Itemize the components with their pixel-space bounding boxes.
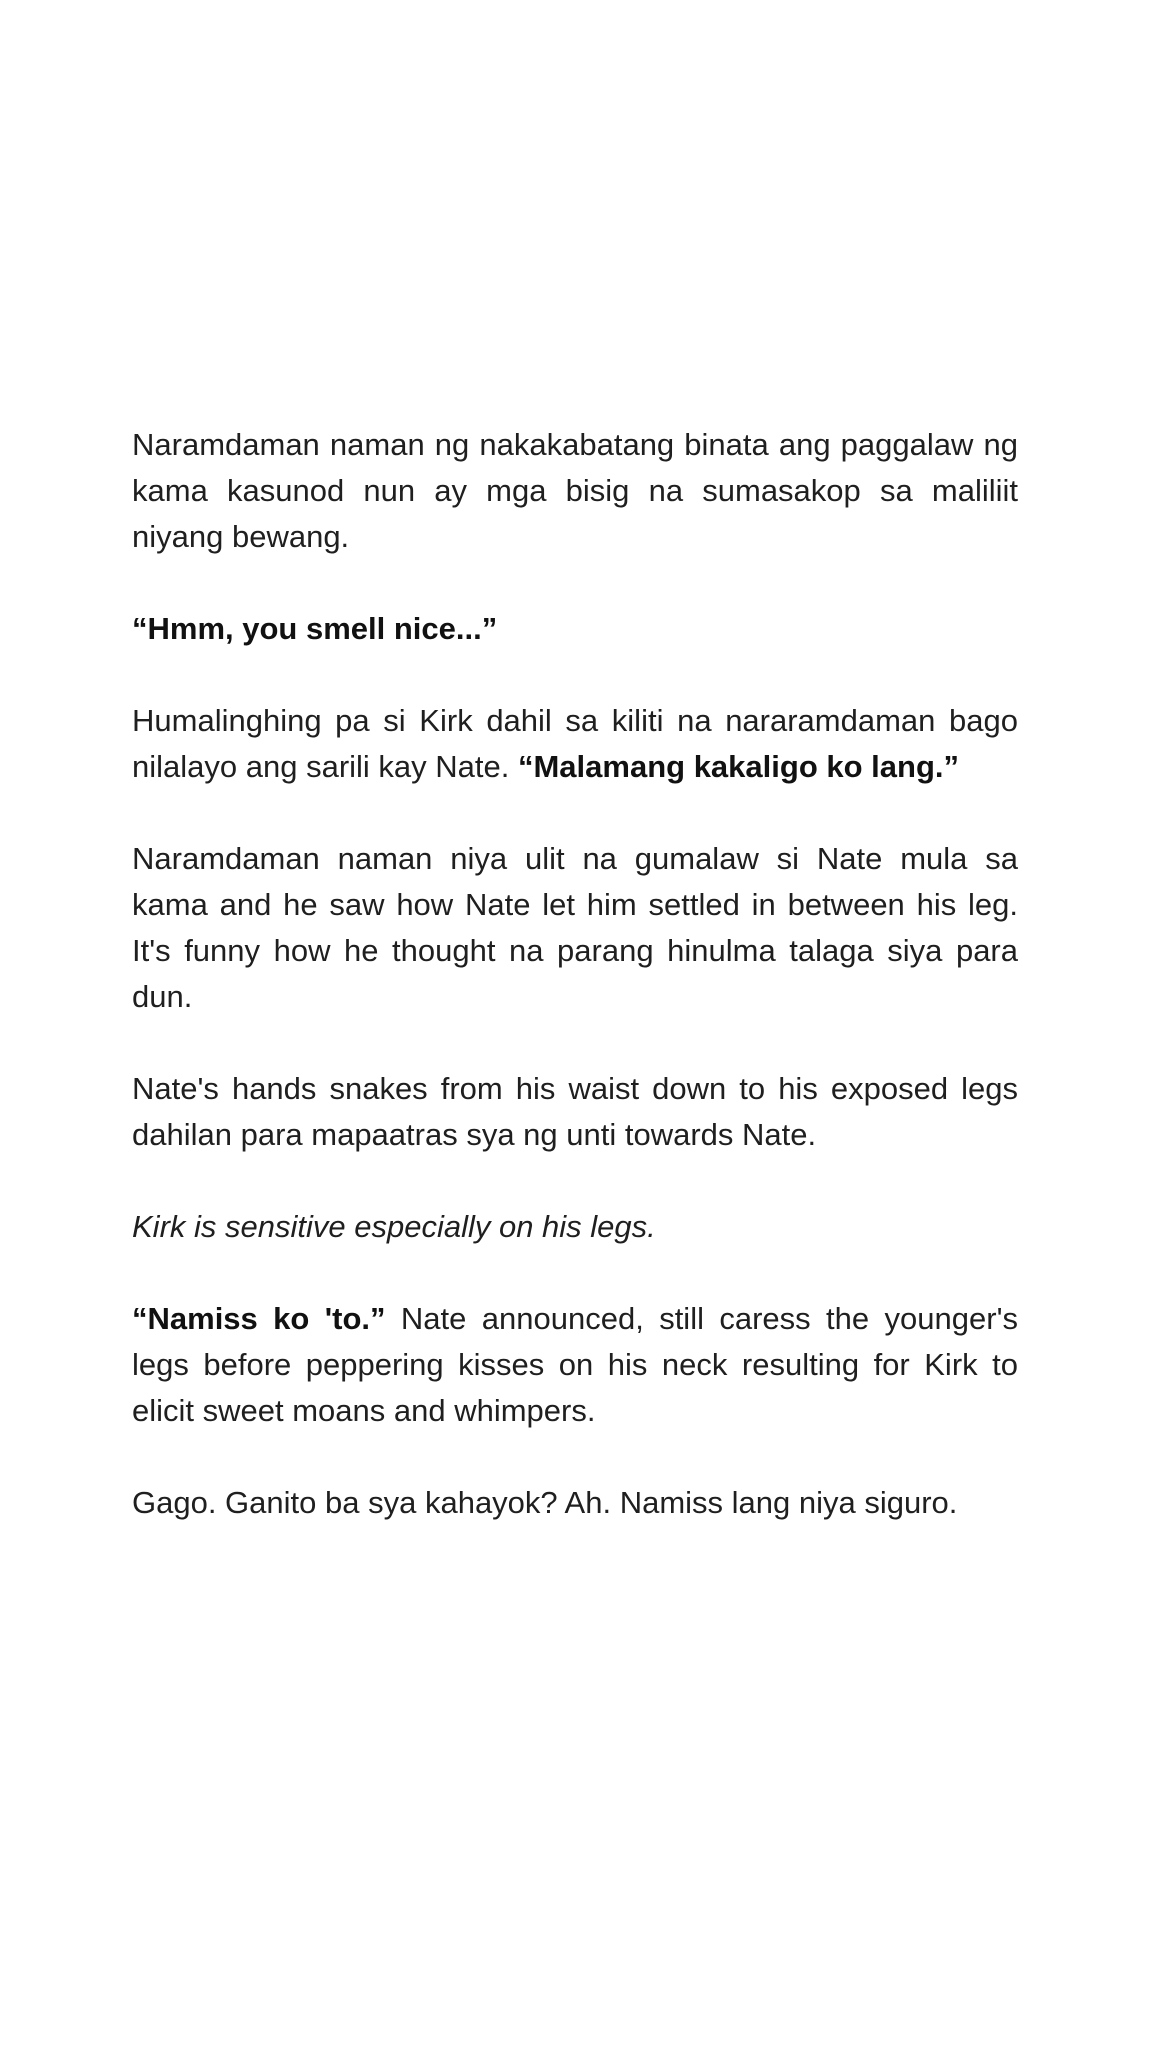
inner-thought-text: Kirk is sensitive especially on his legs. (132, 1209, 656, 1244)
narration-text: Nate announced, still caress the younger's legs before peppering kisses on his neck resulting for Kirk to elicit sweet moans and whimpers. (132, 1301, 1018, 1428)
narration-text: Humalinghing pa si Kirk dahil sa kiliti na nararamdaman bago nilalayo ang sarili kay Nate. (132, 703, 1018, 784)
narration-text: Gago. Ganito ba sya kahayok? Ah. Namiss lang niya siguro. (132, 1485, 958, 1520)
narration-text: Naramdaman naman niya ulit na gumalaw si Nate mula sa kama and he saw how Nate let him settled in between his leg. It's funny how he thought na parang hinulma talaga siya para dun. (132, 841, 1018, 1014)
dialogue-text: “Namiss ko 'to.” (132, 1301, 386, 1336)
paragraph-3 (132, 698, 1018, 790)
paragraph-7 (132, 1296, 1018, 1434)
narration-text: Naramdaman naman ng nakakabatang binata ang paggalaw ng kama kasunod nun ay mga bisig na sumasakop sa maliliit niyang bewang. (132, 427, 1018, 554)
dialogue-text: “Hmm, you smell nice...” (132, 611, 498, 646)
story-text-body (132, 422, 1018, 1526)
dialogue-text: “Malamang kakaligo ko lang.” (517, 749, 959, 784)
paragraph-6 (132, 1204, 1018, 1250)
paragraph-4 (132, 836, 1018, 1020)
paragraph-1 (132, 422, 1018, 560)
paragraph-5 (132, 1066, 1018, 1158)
paragraph-8 (132, 1480, 1018, 1526)
paragraph-2 (132, 606, 1018, 652)
narration-text: Nate's hands snakes from his waist down to his exposed legs dahilan para mapaatras sya ng unti towards Nate. (132, 1071, 1018, 1152)
